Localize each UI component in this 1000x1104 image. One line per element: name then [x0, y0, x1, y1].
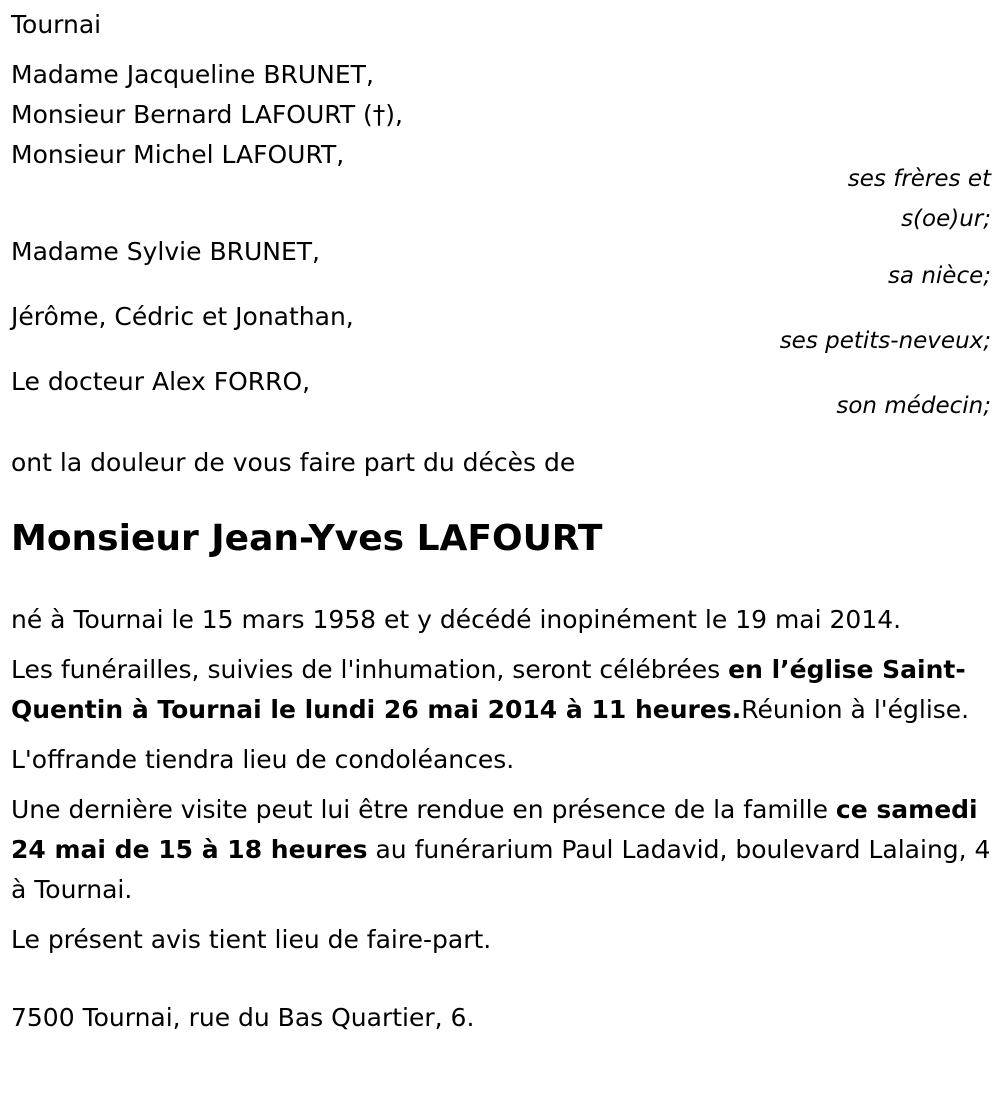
offering: L'offrande tiendra lieu de condoléances.	[11, 745, 515, 774]
doctor-role: son médecin;	[836, 393, 991, 419]
birth-death: né à Tournai le 15 mars 1958 et y décédé inopinément le 19 mai 2014.	[11, 605, 902, 634]
obituary-notice	[11, 5, 991, 1038]
notice: Le présent avis tient lieu de faire-part.	[11, 925, 492, 954]
address: 7500 Tournai, rue du Bas Quartier, 6.	[11, 1003, 475, 1032]
funeral-paragraph	[11, 650, 991, 730]
funeral-bold: en l’église Saint-Quentin à Tournai le lundi 26 mai 2014 à 11 heures.	[11, 655, 966, 724]
deceased-name: Monsieur Jean-Yves LAFOURT	[11, 518, 603, 559]
doctor: Le docteur Alex FORRO,	[11, 367, 311, 396]
visit-prefix: Une dernière visite peut lui être rendue en présence de la famille	[11, 795, 836, 824]
grandnephews-role: ses petits-neveux;	[779, 328, 991, 354]
funeral-suffix: Réunion à l'église.	[741, 695, 970, 724]
sibling-3: Monsieur Michel LAFOURT,	[11, 140, 345, 169]
niece-role: sa nièce;	[887, 263, 991, 289]
grandnephews: Jérôme, Cédric et Jonathan,	[11, 302, 354, 331]
visit-suffix: au funérarium Paul Ladavid, boulevard Lalaing, 4 à Tournai.	[11, 835, 991, 904]
niece: Madame Sylvie BRUNET,	[11, 237, 320, 266]
visit-paragraph	[11, 790, 991, 910]
siblings-role-line1: ses frères et	[847, 166, 991, 192]
sibling-1: Madame Jacqueline BRUNET,	[11, 60, 374, 89]
funeral-prefix: Les funérailles, suivies de l'inhumation, seront célébrées	[11, 655, 729, 684]
location: Tournai	[11, 10, 102, 39]
visit-bold: ce samedi 24 mai de 15 à 18 heures	[11, 795, 978, 864]
announcement: ont la douleur de vous faire part du décès de	[11, 448, 576, 477]
sibling-2: Monsieur Bernard LAFOURT (†),	[11, 100, 404, 129]
siblings-role-line2: s(oe)ur;	[901, 206, 991, 232]
